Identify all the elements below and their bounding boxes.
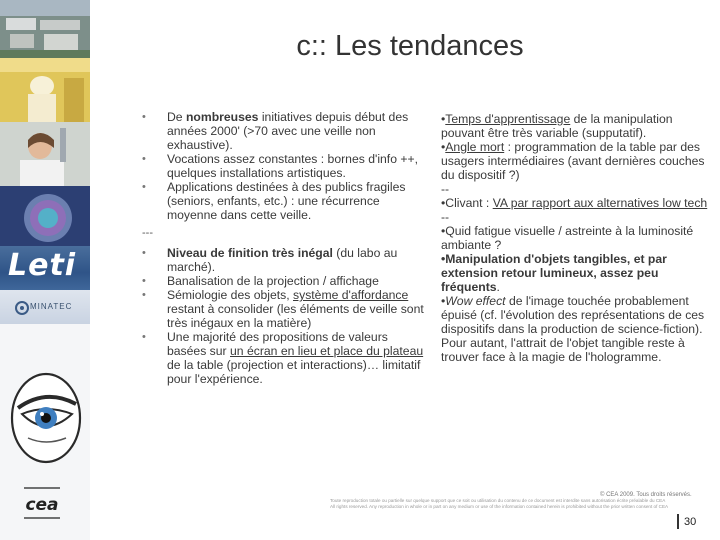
bullet-item — [138, 288, 430, 330]
right-paragraph — [441, 294, 713, 364]
text-run: (du labo au marché). — [167, 246, 398, 274]
bullet-item — [138, 246, 430, 274]
slide-title: c:: Les tendances — [296, 30, 524, 62]
legal-notice-en: All rights reserved. Any reproduction in whole or in part on any medium or use of the information contained herein is prohibited without the prior written consent of CEA — [330, 504, 669, 509]
campus-aerial-photo — [0, 0, 90, 58]
right-paragraph — [441, 182, 713, 196]
text-run: -- — [441, 182, 450, 196]
bullet-dot: • — [142, 247, 146, 259]
text-run: Applications destinées à des publics fragiles (seniors, enfants, etc.) : une récurrence moyenne dans cette veille. — [167, 180, 406, 222]
underlined-text: VA par rapport aux alternatives low tech — [492, 196, 708, 210]
text-run: de l'image touchée probablement épuisé (cf. l'évolution des représentations de ces dispositifs dans la production de science-fiction). Pour autant, l'attrait de l'objet tangible reste à trouver face à la magie de l'hologramme. — [441, 294, 705, 364]
right-paragraph — [441, 252, 713, 294]
svg-text:cea: cea — [25, 495, 59, 515]
decorative-sidebar — [0, 0, 90, 540]
text-run: • — [441, 294, 446, 308]
text-run: De — [167, 110, 186, 124]
text-run: Banalisation de la projection / affichage — [167, 274, 379, 288]
right-column — [441, 112, 713, 364]
bullet-dot: • — [142, 289, 146, 301]
bullet-list-trends — [138, 110, 430, 222]
text-run: initiatives depuis début des années 2000' (>70 avec une veille non exhaustive). — [167, 110, 409, 152]
bullet-item — [138, 110, 430, 152]
cleanroom-photo — [0, 58, 90, 122]
bullet-list-limits — [138, 246, 430, 386]
text-run: . — [496, 280, 500, 294]
bullet-item — [138, 274, 430, 288]
bold-text: •Manipulation d'objets tangibles, et par extension retour lumineux, assez peu fréquents — [441, 252, 667, 294]
text-run: •Clivant : — [441, 196, 493, 210]
text-run: • — [441, 112, 446, 126]
bullet-dot: • — [142, 181, 146, 193]
scientist-photo — [0, 122, 90, 186]
right-paragraph — [441, 196, 713, 210]
bullet-dot: • — [142, 275, 146, 287]
leti-logo: Leti — [8, 248, 77, 283]
text-run: -- — [441, 210, 450, 224]
copyright-notice: © CEA 2009. Tous droits réservés. — [600, 492, 692, 498]
text-run: Une majorité des propositions de valeurs basées sur — [167, 330, 388, 358]
left-column — [138, 110, 430, 386]
right-paragraph — [441, 224, 713, 252]
bold-text: Niveau de finition très inégal — [167, 246, 333, 260]
right-paragraph — [441, 210, 713, 224]
text-run: de la manipulation pouvant être très variable (supputatif). — [441, 112, 673, 140]
bullet-dot: • — [142, 331, 146, 343]
separator — [138, 222, 430, 246]
eye-illustration — [8, 368, 84, 468]
underlined-text: un écran en lieu et place du plateau — [230, 344, 424, 358]
wafer-photo — [0, 186, 90, 246]
text-run: Vocations assez constantes : bornes d'info ++, quelques installations artistiques. — [167, 152, 418, 180]
page-number: 30 — [684, 516, 697, 528]
right-paragraph — [441, 112, 713, 140]
bullet-dot: • — [142, 111, 146, 123]
bold-text: nombreuses — [185, 110, 259, 124]
text-run: restant à consolider (les éléments de veille sont très inégaux en la matière) — [167, 302, 424, 330]
underlined-text: système d'affordance — [293, 288, 409, 302]
bullet-item — [138, 330, 430, 386]
page-number-rule — [677, 514, 679, 529]
text-run: •Quid fatigue visuelle / astreinte à la luminosité ambiante ? — [441, 224, 694, 252]
underlined-text: Angle mort — [445, 140, 505, 154]
legal-notice-fr: Toute reproduction totale ou partielle sur quelque support que ce soit ou utilisation du contenu de ce document est interdite sans autorisation écrite préalable du CEA — [330, 498, 666, 503]
text-run: • — [441, 140, 446, 154]
cea-logo — [22, 484, 62, 522]
bullet-item — [138, 180, 430, 222]
text-run: Sémiologie des objets, — [167, 288, 294, 302]
minatec-logo: MINATEC — [30, 302, 73, 311]
text-run: : programmation de la table par des usagers intermédiaires (avant dernières couches du dispositif ?) — [441, 140, 705, 182]
italic-text: Wow effect — [445, 294, 506, 308]
right-paragraph — [441, 140, 713, 182]
bullet-dot: • — [142, 153, 146, 165]
bullet-item — [138, 152, 430, 180]
underlined-text: Temps d'apprentissage — [445, 112, 571, 126]
text-run: de la table (projection et interactions)… limitatif pour l'expérience. — [167, 358, 421, 386]
separator-text: --- — [142, 227, 153, 239]
